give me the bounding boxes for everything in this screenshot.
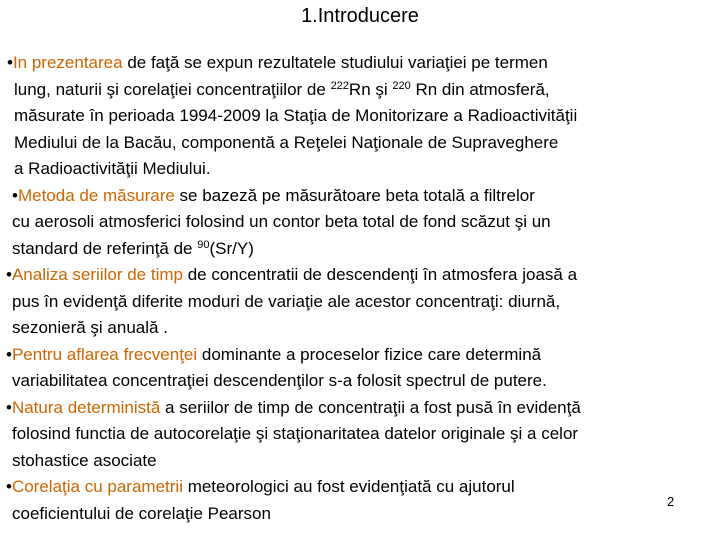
bullet-marker: • [6,477,12,496]
bullet-marker: • [6,265,12,284]
bullet-1-accent: In prezentarea [12,53,123,72]
bullet-5-line-2: folosind functia de autocorelaţie şi staţionaritatea datelor originale şi a celor [12,424,579,443]
bullet-5-line-1: •Natura deterministă a seriilor de timp de concentraţii a fost pusă în evidenţă [6,397,581,417]
slide-title: 1.Introducere [301,5,419,27]
bullet-6-line-2: coeficientului de corelaţie Pearson [12,503,271,523]
bullet-6-accent: Corelaţia cu parametrii [11,477,183,496]
bullet-3-accent: Analiza seriilor de timp [11,265,183,284]
bullet-2-line-1: •Metoda de măsurare se bazeză pe măsurătoare beta totală a filtrelor [12,185,535,205]
bullet-1-line-5: a Radioactivităţii Mediului. [14,159,211,178]
bullet-list [0,50,720,527]
bullet-1-line-3: măsurate în perioada 1994-2009 la Staţia de Monitorizare a Radioactivităţii [14,106,578,125]
bullet-5-accent: Natura deterministă [11,397,161,417]
isotope-mass-222: 222 [330,79,349,92]
bullet-2-accent: Metoda de măsurare [17,185,175,205]
bullet-marker: • [6,344,12,364]
bullet-4-line-2: variabilitatea concentraţiei descendenţilor s-a folosit spectrul de putere. [12,371,547,390]
bullet-marker: • [12,185,18,205]
bullet-5-line-3: stohastice asociate [12,450,157,470]
isotope-mass-90: 90 [197,238,210,251]
bullet-1-line-4: Mediului de la Bacău, componentă a Reţelei Naţionale de Supraveghere [14,132,559,152]
bullet-2-line-2: cu aerosoli atmosferici folosind un contor beta total de fond scăzut şi un [12,212,551,231]
bullet-6-line-1: •Corelaţia cu parametrii meteorologici au fost evidenţiată cu ajutorul [6,477,515,496]
bullet-3-line-2: pus în evidenţă diferite moduri de variaţie ale acestor concentraţi: diurnă, [12,291,561,311]
bullet-2-line-3: standard de referinţă de $^{90}$(Sr/Y) [12,238,254,258]
bullet-marker: • [6,397,12,417]
bullet-marker: • [7,53,13,72]
page-number: 2 [667,494,675,509]
bullet-3-line-3: sezonieră şi anuală . [12,318,168,337]
bullet-1-line-1: •In prezentarea de faţă se expun rezultatele studiului variaţiei pe termen [7,53,548,72]
isotope-mass-220: 220 [392,79,411,92]
bullet-3-line-1: •Analiza seriilor de timp de concentratii de descendenţi în atmosfera joasă a [6,265,578,284]
bullet-4-accent: Pentru aflarea frecvenţei [11,344,198,364]
bullet-4-line-1: •Pentru aflarea frecvenţei dominante a proceselor fizice care determină [6,344,542,364]
bullet-1-line-2: lung, naturii şi corelaţiei concentraţiilor de $^{222}$Rn şi $^{220}$ Rn din atmosferă, [14,79,550,99]
